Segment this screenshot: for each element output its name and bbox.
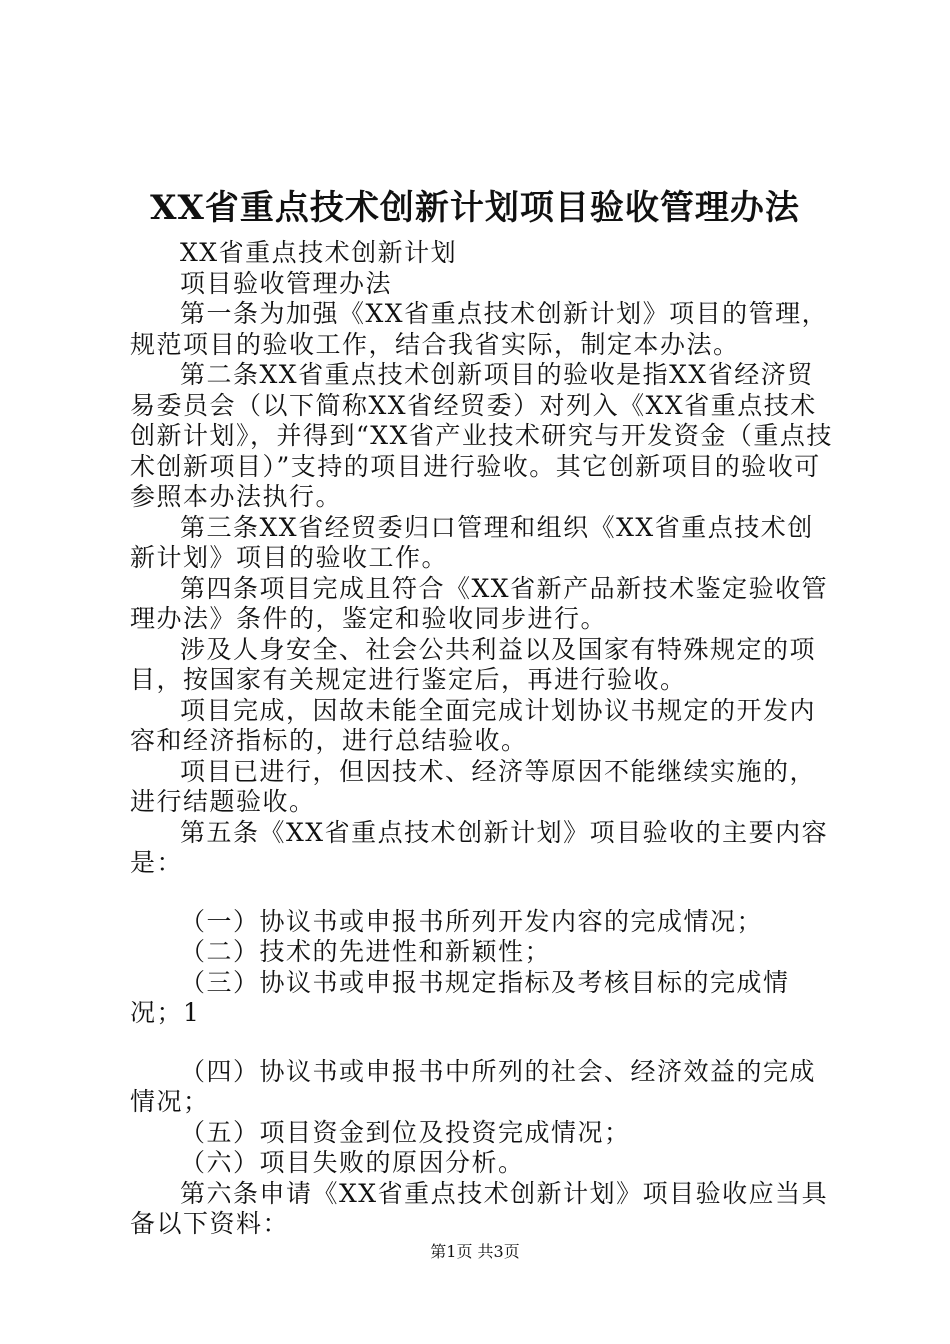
article-6: 第六条申请《XX省重点技术创新计划》项目验收应当具备以下资料： (130, 1178, 829, 1238)
article-4-clause-c: 项目已进行，但因技术、经济等原因不能继续实施的，进行结题验收。 (130, 756, 817, 816)
article-5-item-3: （三）协议书或申报书规定指标及考核目标的完成情况；1 (130, 967, 790, 1027)
article-5: 第五条《XX省重点技术创新计划》项目验收的主要内容是： (130, 817, 829, 877)
article-5-item-1: （一）协议书或申报书所列开发内容的完成情况； (180, 906, 764, 936)
paragraph-gap (130, 879, 835, 907)
article-3: 第三条XX省经贸委归口管理和组织《XX省重点技术创新计划》项目的验收工作。 (130, 512, 814, 572)
paragraph-gap (130, 1029, 835, 1057)
document-body (130, 238, 835, 1240)
page-footer: 第1页 共3页 (430, 1242, 520, 1261)
article-4-clause-a: 涉及人身安全、社会公共利益以及国家有特殊规定的项目，按国家有关规定进行鉴定后，再进行验收。 (130, 634, 817, 694)
article-5-item-2: （二）技术的先进性和新颖性； (180, 937, 552, 966)
document-title: XX省重点技术创新计划项目验收管理办法 (150, 188, 800, 228)
article-2: 第二条XX省重点技术创新项目的验收是指XX省经济贸易委员会（以下简称XX省经贸委）对列入《XX省重点技术创新计划》，并得到“XX省产业技术研究与开发资金（重点技术创新项目）”支持的项目进行验收。其它创新项目的验收可参照本办法执行。 (130, 360, 833, 511)
subtitle-line-1: XX省重点技术创新计划 (180, 238, 458, 267)
article-4: 第四条项目完成且符合《XX省新产品新技术鉴定验收管理办法》条件的，鉴定和验收同步进行。 (130, 573, 829, 633)
article-1: 第一条为加强《XX省重点技术创新计划》项目的管理，规范项目的验收工作，结合我省实际，制定本办法。 (130, 299, 829, 359)
article-4-clause-b: 项目完成，因故未能全面完成计划协议书规定的开发内容和经济指标的，进行总结验收。 (130, 695, 817, 755)
article-5-item-5: （五）项目资金到位及投资完成情况； (180, 1117, 631, 1147)
article-5-item-4: （四）协议书或申报书中所列的社会、经济效益的完成情况； (130, 1056, 817, 1116)
article-5-item-6: （六）项目失败的原因分析。 (180, 1148, 525, 1177)
subtitle-line-2: 项目验收管理办法 (180, 268, 393, 298)
